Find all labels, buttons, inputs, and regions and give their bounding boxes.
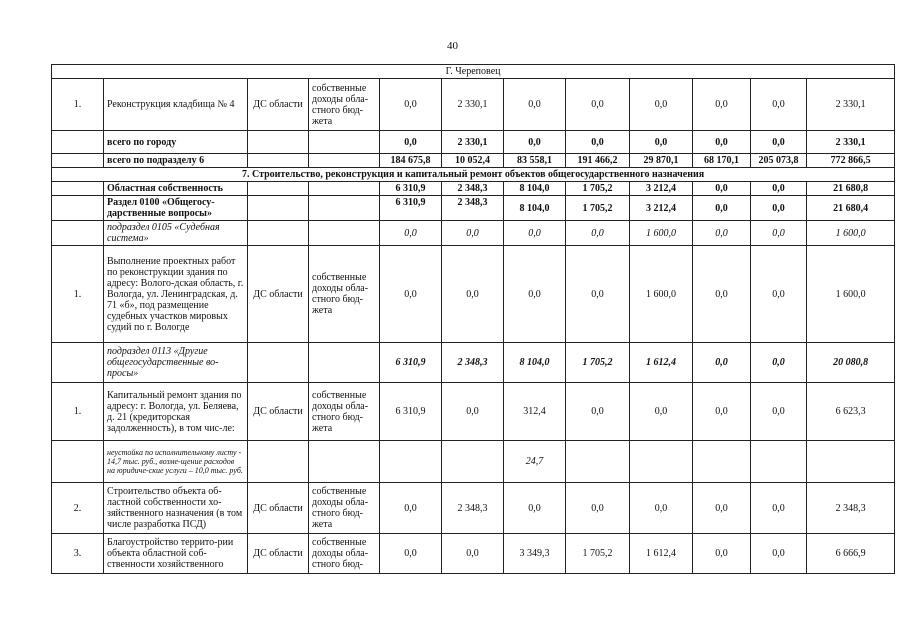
row-value: 0,0	[693, 221, 751, 246]
row-value: 1 705,2	[566, 534, 630, 574]
row-value: 0,0	[566, 483, 630, 534]
row-value: 0,0	[630, 483, 693, 534]
row-value: 1 600,0	[630, 221, 693, 246]
row-value: 0,0	[380, 534, 442, 574]
row-value: 1 612,4	[630, 343, 693, 383]
row-name: Выполнение проектных работ по реконструкции здания по адресу: Волого-дская область, г. Вологда, ул. Ленинградская, д. 71 «б», под размещение судебных участков мировых судий по г. Вологде	[104, 246, 248, 343]
row-name: Строительство объекта об-ластной собственности хо-зяйственного назначения (в том числе разработка ПСД)	[104, 483, 248, 534]
row-value: 184 675,8	[380, 154, 442, 168]
row-value: 0,0	[751, 246, 807, 343]
row-value: 0,0	[504, 131, 566, 154]
row-value: 2 330,1	[807, 131, 895, 154]
row-funding-source	[309, 441, 380, 483]
row-value: 191 466,2	[566, 154, 630, 168]
table-body	[52, 65, 895, 574]
row-number	[52, 182, 104, 196]
row-customer	[248, 441, 309, 483]
city-header: Г. Череповец	[52, 65, 895, 79]
row-customer	[248, 196, 309, 221]
table-row	[52, 131, 895, 154]
row-value: 29 870,1	[630, 154, 693, 168]
row-value: 1 705,2	[566, 182, 630, 196]
row-customer	[248, 221, 309, 246]
row-customer: ДС области	[248, 246, 309, 343]
row-value: 8 104,0	[504, 182, 566, 196]
row-value: 312,4	[504, 383, 566, 441]
row-value: 0,0	[693, 483, 751, 534]
row-value	[807, 441, 895, 483]
row-value: 6 310,9	[380, 196, 442, 221]
row-value: 21 680,8	[807, 182, 895, 196]
row-name: Благоустройство террито-рии объекта областной соб-ственности хозяйственного	[104, 534, 248, 574]
row-customer: ДС области	[248, 534, 309, 574]
row-value: 1 600,0	[807, 221, 895, 246]
section-header-row	[52, 168, 895, 182]
row-value: 0,0	[442, 383, 504, 441]
row-value: 2 330,1	[442, 79, 504, 131]
row-value: 0,0	[566, 131, 630, 154]
row-value: 0,0	[504, 483, 566, 534]
row-value: 0,0	[693, 196, 751, 221]
row-value: 2 348,3	[442, 483, 504, 534]
row-name: подраздел 0113 «Другие общегосударственные во-просы»	[104, 343, 248, 383]
row-name: неустойка по исполнительному листу - 14,7 тыс. руб., возме-щение расходов на юридиче-ские услуги – 10,0 тыс. руб.	[104, 441, 248, 483]
table-row	[52, 343, 895, 383]
row-value: 68 170,1	[693, 154, 751, 168]
row-value	[630, 441, 693, 483]
row-value: 0,0	[566, 246, 630, 343]
row-value: 10 052,4	[442, 154, 504, 168]
row-value: 0,0	[380, 246, 442, 343]
row-value: 0,0	[751, 483, 807, 534]
row-value: 0,0	[566, 383, 630, 441]
row-funding-source	[309, 343, 380, 383]
row-value: 0,0	[751, 383, 807, 441]
row-funding-source	[309, 154, 380, 168]
row-value: 0,0	[693, 534, 751, 574]
row-customer	[248, 131, 309, 154]
budget-table	[51, 64, 895, 574]
row-number	[52, 131, 104, 154]
row-value: 0,0	[693, 182, 751, 196]
row-value: 1 705,2	[566, 343, 630, 383]
row-value: 0,0	[504, 246, 566, 343]
table-row	[52, 441, 895, 483]
row-value: 0,0	[442, 221, 504, 246]
row-value: 20 080,8	[807, 343, 895, 383]
table-row	[52, 221, 895, 246]
row-value: 0,0	[566, 79, 630, 131]
row-number	[52, 154, 104, 168]
section-header: 7. Строительство, реконструкция и капитальный ремонт объектов общегосударственного назначения	[52, 168, 895, 182]
row-value: 3 212,4	[630, 182, 693, 196]
row-value: 0,0	[751, 534, 807, 574]
row-value: 205 073,8	[751, 154, 807, 168]
row-value: 1 612,4	[630, 534, 693, 574]
row-value: 1 705,2	[566, 196, 630, 221]
page-number: 40	[447, 40, 458, 52]
row-value: 6 310,9	[380, 343, 442, 383]
row-value	[566, 441, 630, 483]
row-name: всего по подразделу 6	[104, 154, 248, 168]
row-value: 6 310,9	[380, 383, 442, 441]
row-number: 3.	[52, 534, 104, 574]
row-value	[380, 441, 442, 483]
table-row	[52, 383, 895, 441]
row-value: 6 310,9	[380, 182, 442, 196]
row-value: 0,0	[751, 131, 807, 154]
row-value: 0,0	[751, 221, 807, 246]
row-value: 0,0	[442, 246, 504, 343]
row-number: 1.	[52, 246, 104, 343]
row-funding-source	[309, 221, 380, 246]
row-funding-source: собственные доходы обла-стного бюд-жета	[309, 383, 380, 441]
row-value: 0,0	[693, 246, 751, 343]
row-value: 6 666,9	[807, 534, 895, 574]
row-value: 2 330,1	[807, 79, 895, 131]
row-number: 2.	[52, 483, 104, 534]
row-value: 0,0	[380, 221, 442, 246]
row-value: 8 104,0	[504, 343, 566, 383]
row-value: 0,0	[751, 182, 807, 196]
row-value: 0,0	[693, 343, 751, 383]
row-value: 1 600,0	[807, 246, 895, 343]
row-value: 0,0	[630, 79, 693, 131]
row-value: 0,0	[504, 221, 566, 246]
row-name: всего по городу	[104, 131, 248, 154]
row-name: Реконструкция кладбища № 4	[104, 79, 248, 131]
row-name: Капитальный ремонт здания по адресу: г. Вологда, ул. Беляева, д. 21 (кредиторская задолженность), в том чис-ле:	[104, 383, 248, 441]
table-row	[52, 154, 895, 168]
row-number	[52, 441, 104, 483]
row-value: 2 348,3	[442, 182, 504, 196]
row-customer: ДС области	[248, 79, 309, 131]
row-value: 83 558,1	[504, 154, 566, 168]
row-value: 0,0	[566, 221, 630, 246]
row-value: 772 866,5	[807, 154, 895, 168]
row-value	[442, 441, 504, 483]
row-funding-source: собственные доходы обла-стного бюд-жета	[309, 246, 380, 343]
row-funding-source: собственные доходы обла-стного бюд-жета	[309, 483, 380, 534]
table-row	[52, 182, 895, 196]
row-value: 3 349,3	[504, 534, 566, 574]
row-number: 1.	[52, 79, 104, 131]
row-customer	[248, 154, 309, 168]
row-value: 8 104,0	[504, 196, 566, 221]
row-value: 21 680,4	[807, 196, 895, 221]
row-value: 0,0	[693, 383, 751, 441]
row-value: 2 330,1	[442, 131, 504, 154]
row-name: Раздел 0100 «Общегосу-дарственные вопросы»	[104, 196, 248, 221]
row-value: 0,0	[380, 79, 442, 131]
row-number: 1.	[52, 383, 104, 441]
table-row	[52, 534, 895, 574]
row-value: 0,0	[380, 131, 442, 154]
row-value: 0,0	[751, 79, 807, 131]
row-value: 6 623,3	[807, 383, 895, 441]
row-value: 24,7	[504, 441, 566, 483]
row-funding-source: собственные доходы обла-стного бюд-жета	[309, 79, 380, 131]
row-value: 2 348,3	[807, 483, 895, 534]
row-funding-source	[309, 196, 380, 221]
row-value: 0,0	[751, 343, 807, 383]
row-value	[751, 441, 807, 483]
row-value: 0,0	[630, 131, 693, 154]
city-header-row	[52, 65, 895, 79]
row-customer: ДС области	[248, 383, 309, 441]
row-value: 3 212,4	[630, 196, 693, 221]
row-value: 2 348,3	[442, 196, 504, 221]
row-funding-source	[309, 182, 380, 196]
row-value: 1 600,0	[630, 246, 693, 343]
row-value: 0,0	[380, 483, 442, 534]
row-number	[52, 221, 104, 246]
row-number	[52, 343, 104, 383]
row-value: 0,0	[442, 534, 504, 574]
row-customer	[248, 343, 309, 383]
row-value: 0,0	[693, 79, 751, 131]
row-value: 0,0	[751, 196, 807, 221]
table-row	[52, 483, 895, 534]
row-customer	[248, 182, 309, 196]
row-funding-source	[309, 131, 380, 154]
row-name: подраздел 0105 «Судебная система»	[104, 221, 248, 246]
row-value	[693, 441, 751, 483]
row-value: 0,0	[630, 383, 693, 441]
row-value: 0,0	[693, 131, 751, 154]
row-value: 2 348,3	[442, 343, 504, 383]
table-row	[52, 196, 895, 221]
row-customer: ДС области	[248, 483, 309, 534]
table-row	[52, 246, 895, 343]
row-name: Областная собственность	[104, 182, 248, 196]
table-row	[52, 79, 895, 131]
row-funding-source: собственные доходы обла-стного бюд-	[309, 534, 380, 574]
row-value: 0,0	[504, 79, 566, 131]
row-number	[52, 196, 104, 221]
